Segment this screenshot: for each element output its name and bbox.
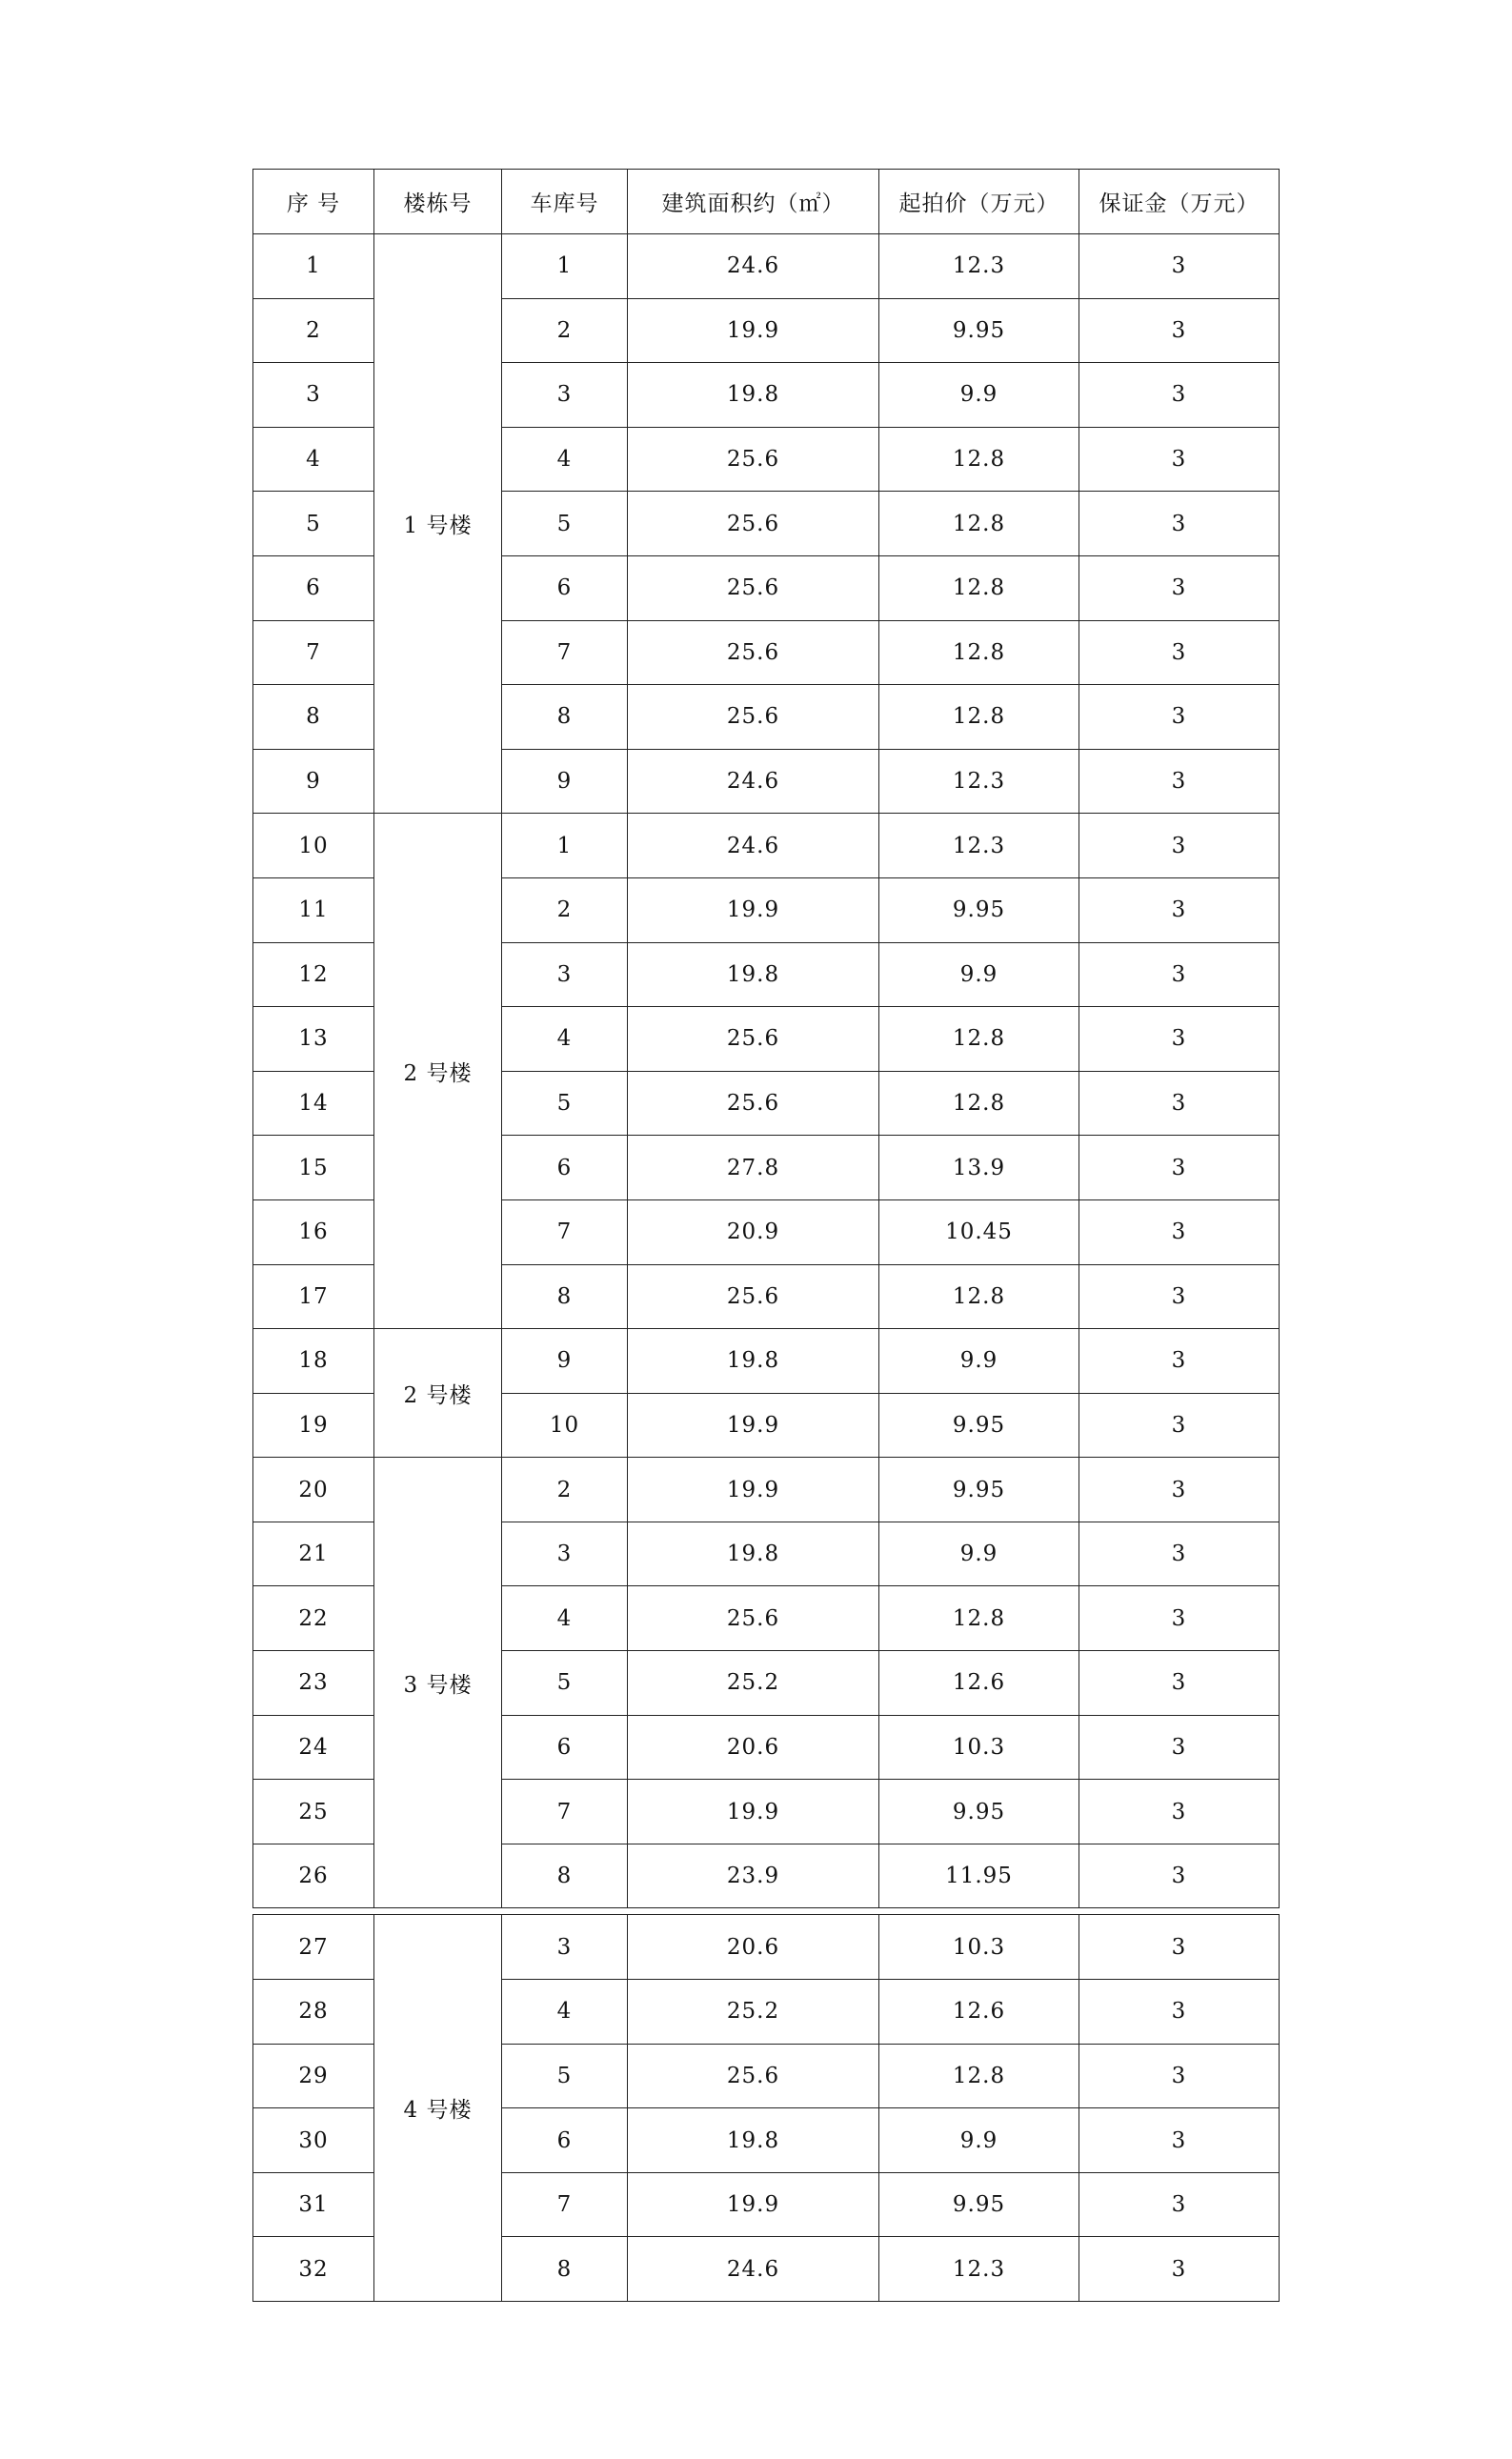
deposit-cell: 3 [1079,1522,1280,1586]
garage-cell: 4 [502,1980,628,2045]
area-cell: 24.6 [628,814,879,878]
table-row [253,1329,1280,1394]
deposit-cell: 3 [1079,1136,1280,1200]
price-cell: 9.9 [879,363,1079,428]
price-cell: 12.8 [879,1007,1079,1072]
area-cell: 19.9 [628,1458,879,1522]
seq-cell: 27 [253,1915,374,1980]
price-cell: 12.3 [879,234,1079,299]
garage-cell: 2 [502,1458,628,1522]
table-row [253,1915,1280,1980]
price-cell: 12.8 [879,1264,1079,1329]
garage-cell: 4 [502,1586,628,1651]
area-cell: 25.2 [628,1651,879,1716]
garage-cell: 7 [502,2172,628,2237]
deposit-cell: 3 [1079,2044,1280,2108]
area-cell: 19.8 [628,2108,879,2173]
garage-cell: 3 [502,1522,628,1586]
deposit-cell: 3 [1079,1393,1280,1458]
seq-cell: 20 [253,1458,374,1522]
area-cell: 24.6 [628,234,879,299]
deposit-cell: 3 [1079,298,1280,363]
table-row [253,234,1280,299]
deposit-cell: 3 [1079,1844,1280,1908]
building-cell: 1 号楼 [374,234,502,814]
garage-cell: 9 [502,749,628,814]
price-cell: 12.3 [879,2237,1079,2302]
price-cell: 12.6 [879,1651,1079,1716]
seq-cell: 7 [253,620,374,685]
area-cell: 19.9 [628,1780,879,1844]
area-cell: 19.9 [628,2172,879,2237]
price-cell: 12.8 [879,555,1079,620]
deposit-cell: 3 [1079,555,1280,620]
seq-cell: 12 [253,942,374,1007]
building-cell: 4 号楼 [374,1915,502,2302]
garage-cell: 5 [502,492,628,556]
price-cell: 9.95 [879,298,1079,363]
column-header-garage: 车库号 [502,170,628,234]
garage-cell: 3 [502,1915,628,1980]
area-cell: 19.9 [628,298,879,363]
area-cell: 24.6 [628,749,879,814]
price-cell: 12.3 [879,749,1079,814]
deposit-cell: 3 [1079,1715,1280,1780]
price-cell: 9.95 [879,1458,1079,1522]
seq-cell: 28 [253,1980,374,2045]
seq-cell: 25 [253,1780,374,1844]
garage-cell: 5 [502,1071,628,1136]
table-row [253,1458,1280,1522]
seq-cell: 17 [253,1264,374,1329]
price-cell: 9.9 [879,2108,1079,2173]
area-cell: 25.6 [628,2044,879,2108]
area-cell: 25.6 [628,492,879,556]
seq-cell: 22 [253,1586,374,1651]
seq-cell: 8 [253,685,374,750]
deposit-cell: 3 [1079,2108,1280,2173]
area-cell: 25.6 [628,427,879,492]
area-cell: 25.6 [628,1071,879,1136]
garage-cell: 6 [502,1715,628,1780]
building-cell: 3 号楼 [374,1458,502,1908]
garage-cell: 6 [502,555,628,620]
deposit-cell: 3 [1079,1651,1280,1716]
deposit-cell: 3 [1079,492,1280,556]
deposit-cell: 3 [1079,427,1280,492]
area-cell: 20.9 [628,1199,879,1264]
price-cell: 12.8 [879,427,1079,492]
seq-cell: 18 [253,1329,374,1394]
seq-cell: 3 [253,363,374,428]
area-cell: 25.6 [628,1264,879,1329]
deposit-cell: 3 [1079,1329,1280,1394]
garage-cell: 7 [502,620,628,685]
deposit-cell: 3 [1079,1199,1280,1264]
area-cell: 25.6 [628,1586,879,1651]
price-cell: 12.8 [879,620,1079,685]
price-cell: 9.95 [879,2172,1079,2237]
table-block-1 [252,169,1280,1908]
deposit-cell: 3 [1079,1071,1280,1136]
seq-cell: 23 [253,1651,374,1716]
price-cell: 9.95 [879,1393,1079,1458]
area-cell: 19.8 [628,942,879,1007]
garage-cell: 8 [502,2237,628,2302]
deposit-cell: 3 [1079,749,1280,814]
garage-auction-table [252,169,1279,2302]
price-cell: 9.95 [879,877,1079,942]
garage-cell: 4 [502,427,628,492]
deposit-cell: 3 [1079,234,1280,299]
garage-cell: 7 [502,1199,628,1264]
price-cell: 12.8 [879,1586,1079,1651]
deposit-cell: 3 [1079,1264,1280,1329]
price-cell: 10.45 [879,1199,1079,1264]
price-cell: 10.3 [879,1915,1079,1980]
seq-cell: 4 [253,427,374,492]
garage-cell: 2 [502,298,628,363]
area-cell: 25.6 [628,620,879,685]
price-cell: 11.95 [879,1844,1079,1908]
deposit-cell: 3 [1079,1980,1280,2045]
garage-cell: 1 [502,234,628,299]
price-cell: 13.9 [879,1136,1079,1200]
seq-cell: 15 [253,1136,374,1200]
garage-cell: 9 [502,1329,628,1394]
garage-cell: 5 [502,2044,628,2108]
garage-cell: 2 [502,877,628,942]
seq-cell: 14 [253,1071,374,1136]
building-cell: 2 号楼 [374,814,502,1329]
garage-cell: 7 [502,1780,628,1844]
seq-cell: 30 [253,2108,374,2173]
price-cell: 12.8 [879,2044,1079,2108]
deposit-cell: 3 [1079,2172,1280,2237]
area-cell: 25.6 [628,685,879,750]
garage-cell: 8 [502,685,628,750]
seq-cell: 21 [253,1522,374,1586]
seq-cell: 29 [253,2044,374,2108]
price-cell: 9.9 [879,942,1079,1007]
area-cell: 20.6 [628,1915,879,1980]
header-row [253,170,1280,234]
seq-cell: 26 [253,1844,374,1908]
garage-cell: 8 [502,1844,628,1908]
seq-cell: 16 [253,1199,374,1264]
seq-cell: 11 [253,877,374,942]
area-cell: 19.8 [628,1522,879,1586]
garage-cell: 3 [502,942,628,1007]
deposit-cell: 3 [1079,1458,1280,1522]
garage-cell: 3 [502,363,628,428]
seq-cell: 5 [253,492,374,556]
price-cell: 12.8 [879,1071,1079,1136]
seq-cell: 19 [253,1393,374,1458]
seq-cell: 9 [253,749,374,814]
column-header-deposit: 保证金（万元） [1079,170,1280,234]
area-cell: 25.2 [628,1980,879,2045]
column-header-seq: 序 号 [253,170,374,234]
area-cell: 20.6 [628,1715,879,1780]
price-cell: 10.3 [879,1715,1079,1780]
deposit-cell: 3 [1079,620,1280,685]
column-header-area: 建筑面积约（㎡） [628,170,879,234]
seq-cell: 6 [253,555,374,620]
area-cell: 19.8 [628,363,879,428]
seq-cell: 10 [253,814,374,878]
garage-cell: 10 [502,1393,628,1458]
deposit-cell: 3 [1079,1586,1280,1651]
deposit-cell: 3 [1079,1915,1280,1980]
deposit-cell: 3 [1079,1780,1280,1844]
price-cell: 9.95 [879,1780,1079,1844]
building-cell: 2 号楼 [374,1329,502,1458]
price-cell: 9.9 [879,1329,1079,1394]
deposit-cell: 3 [1079,814,1280,878]
price-cell: 9.9 [879,1522,1079,1586]
garage-cell: 1 [502,814,628,878]
area-cell: 25.6 [628,555,879,620]
price-cell: 12.6 [879,1980,1079,2045]
deposit-cell: 3 [1079,942,1280,1007]
garage-cell: 6 [502,1136,628,1200]
price-cell: 12.8 [879,492,1079,556]
area-cell: 19.9 [628,1393,879,1458]
area-cell: 24.6 [628,2237,879,2302]
area-cell: 19.8 [628,1329,879,1394]
seq-cell: 13 [253,1007,374,1072]
seq-cell: 1 [253,234,374,299]
seq-cell: 32 [253,2237,374,2302]
column-header-price: 起拍价（万元） [879,170,1079,234]
area-cell: 23.9 [628,1844,879,1908]
garage-cell: 5 [502,1651,628,1716]
garage-cell: 4 [502,1007,628,1072]
column-header-building: 楼栋号 [374,170,502,234]
table-block-2 [252,1914,1280,2302]
seq-cell: 24 [253,1715,374,1780]
deposit-cell: 3 [1079,685,1280,750]
table-row [253,814,1280,878]
deposit-cell: 3 [1079,877,1280,942]
seq-cell: 2 [253,298,374,363]
price-cell: 12.3 [879,814,1079,878]
area-cell: 25.6 [628,1007,879,1072]
deposit-cell: 3 [1079,2237,1280,2302]
deposit-cell: 3 [1079,1007,1280,1072]
garage-cell: 8 [502,1264,628,1329]
area-cell: 27.8 [628,1136,879,1200]
price-cell: 12.8 [879,685,1079,750]
area-cell: 19.9 [628,877,879,942]
garage-cell: 6 [502,2108,628,2173]
deposit-cell: 3 [1079,363,1280,428]
seq-cell: 31 [253,2172,374,2237]
